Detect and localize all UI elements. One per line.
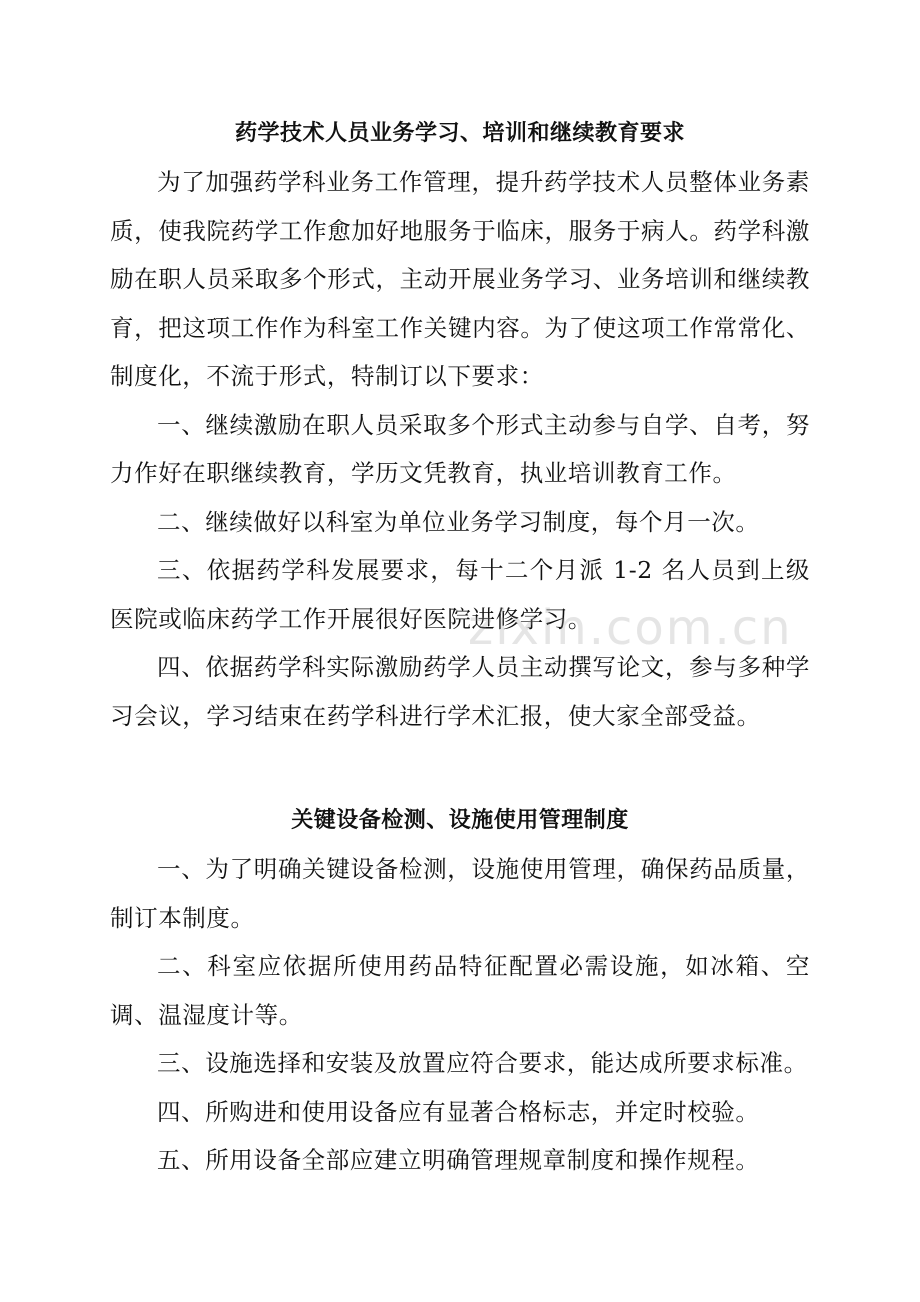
- document-page: [110, 110, 810, 1185]
- section1-paragraph: 三、依据药学科发展要求，每十二个月派 1-2 名人员到上级医院或临床药学工作开展很好医院进修学习。: [110, 556, 810, 633]
- section1-paragraph: 为了加强药学科业务工作管理，提升药学技术人员整体业务素质，使我院药学工作愈加好地服务于临床，服务于病人。药学科激励在职人员采取多个形式，主动开展业务学习、业务培训和继续教育，把这项工作作为科室工作关键内容。为了使这项工作常常化、制度化，不流于形式，特制订以下要求：: [110, 168, 810, 390]
- section2-title: 关键设备检测、设施使用管理制度: [291, 808, 629, 833]
- section-divider-space: [110, 740, 810, 797]
- section1-title: 药学技术人员业务学习、培训和继续教育要求: [234, 121, 685, 146]
- section2-paragraph: 三、设施选择和安装及放置应符合要求，能达成所要求标准。: [157, 1049, 808, 1077]
- section2-paragraph: 一、为了明确关键设备检测，设施使用管理，确保药品质量，制订本制度。: [110, 855, 810, 932]
- section1-paragraph: 四、依据药学科实际激励药学人员主动撰写论文，参与多种学习会议，学习结束在药学科进行学术汇报，使大家全部受益。: [110, 653, 810, 730]
- section1-paragraph: 二、继续做好以科室为单位业务学习制度，每个月一次。: [157, 507, 760, 536]
- watermark: zixin.com.cn: [468, 600, 793, 656]
- section2-paragraph: 五、所用设备全部应建立明确管理规章制度和操作规程。: [157, 1146, 760, 1174]
- section2-paragraph: 二、科室应依据所使用药品特征配置必需设施，如冰箱、空调、温湿度计等。: [110, 952, 810, 1029]
- section1-paragraph: 一、继续激励在职人员采取多个形式主动参与自学、自考，努力作好在职继续教育，学历文凭教育，执业培训教育工作。: [110, 410, 810, 487]
- section2-paragraph: 四、所购进和使用设备应有显著合格标志，并定时校验。: [157, 1097, 760, 1126]
